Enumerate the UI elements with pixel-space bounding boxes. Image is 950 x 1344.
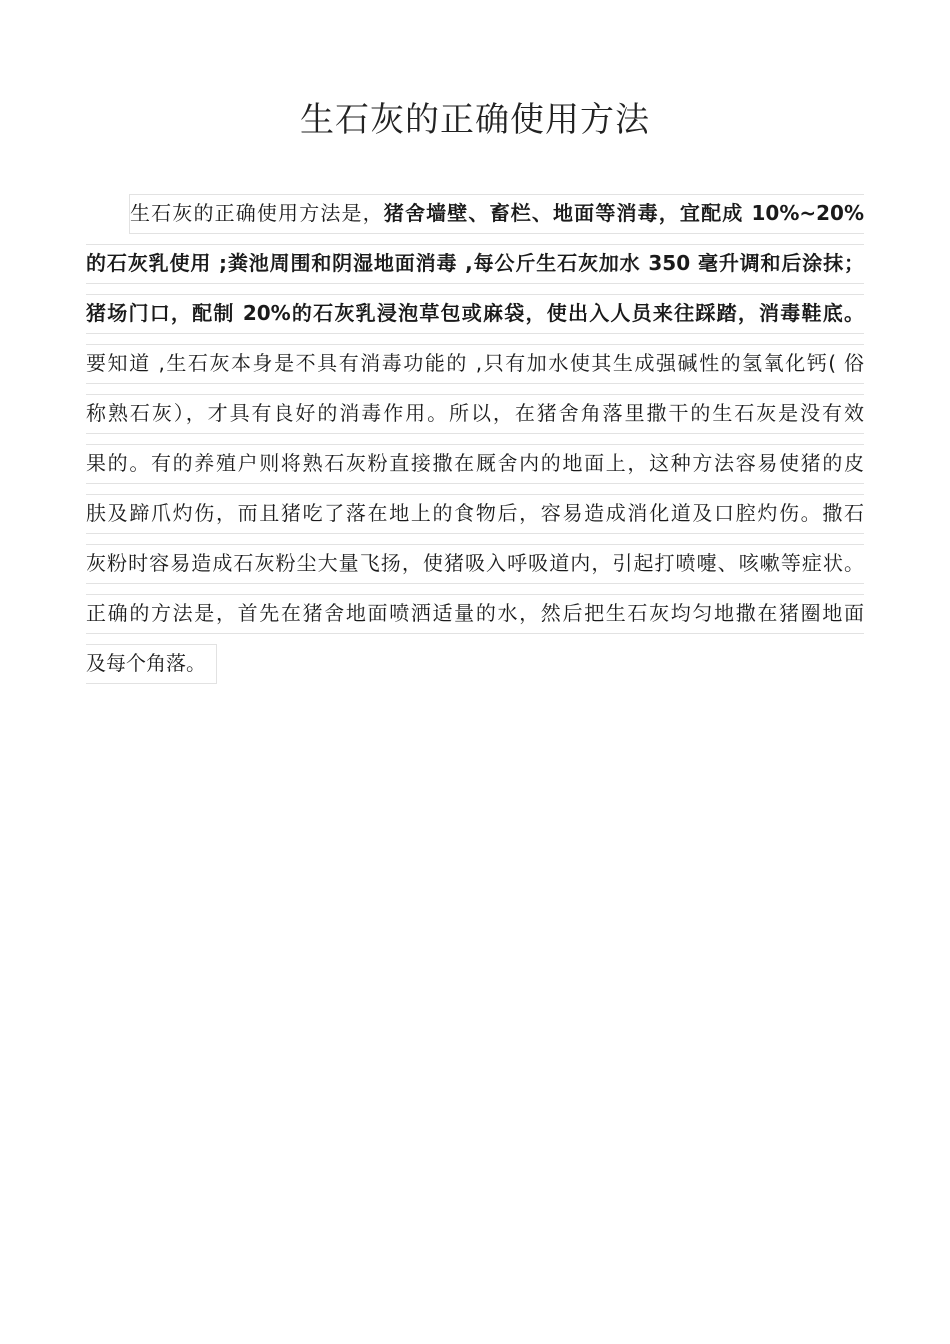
text-line-2 xyxy=(86,244,864,284)
text-line-1 xyxy=(129,194,864,234)
text-line-6 xyxy=(86,444,864,484)
text-line-4 xyxy=(86,344,864,384)
line-1-normal: 生石灰的正确使用方法是， xyxy=(130,201,384,225)
line-9-normal: 正确的方法是，首先在猪舍地面喷洒适量的水，然后把生石灰均匀地撒在猪圈地面 xyxy=(86,601,864,625)
text-line-7 xyxy=(86,494,864,534)
line-5-normal: 称熟石灰），才具有良好的消毒作用。所以，在猪舍角落里撒干的生石灰是没有效 xyxy=(86,401,864,425)
document-title: 生石灰的正确使用方法 xyxy=(300,100,650,140)
line-1-bold: 猪舍墙壁、畜栏、地面等消毒，宜配成 10%~20% xyxy=(383,201,864,225)
line-6-normal: 果的。有的养殖户则将熟石灰粉直接撒在厩舍内的地面上，这种方法容易使猪的皮 xyxy=(86,451,864,475)
text-line-3 xyxy=(86,294,864,334)
text-line-10 xyxy=(86,644,217,684)
line-8-normal: 灰粉时容易造成石灰粉尘大量飞扬，使猪吸入呼吸道内，引起打喷嚏、咳嗽等症状。 xyxy=(86,551,864,575)
line-2-bold: 的石灰乳使用 ;粪池周围和阴湿地面消毒 ,每公斤生石灰加水 350 毫升调和后涂抹； xyxy=(86,251,864,275)
line-3-bold: 猪场门口，配制 20%的石灰乳浸泡草包或麻袋，使出入人员来往踩踏，消毒鞋底。 xyxy=(86,301,864,325)
line-10-normal: 及每个角落。 xyxy=(86,651,206,675)
text-line-5 xyxy=(86,394,864,434)
text-line-9 xyxy=(86,594,864,634)
text-line-8 xyxy=(86,544,864,584)
line-4-normal: 要知道 ,生石灰本身是不具有消毒功能的 ,只有加水使其生成强碱性的氢氧化钙( 俗 xyxy=(86,351,864,375)
line-7-normal: 肤及蹄爪灼伤，而且猪吃了落在地上的食物后，容易造成消化道及口腔灼伤。撒石 xyxy=(86,501,864,525)
